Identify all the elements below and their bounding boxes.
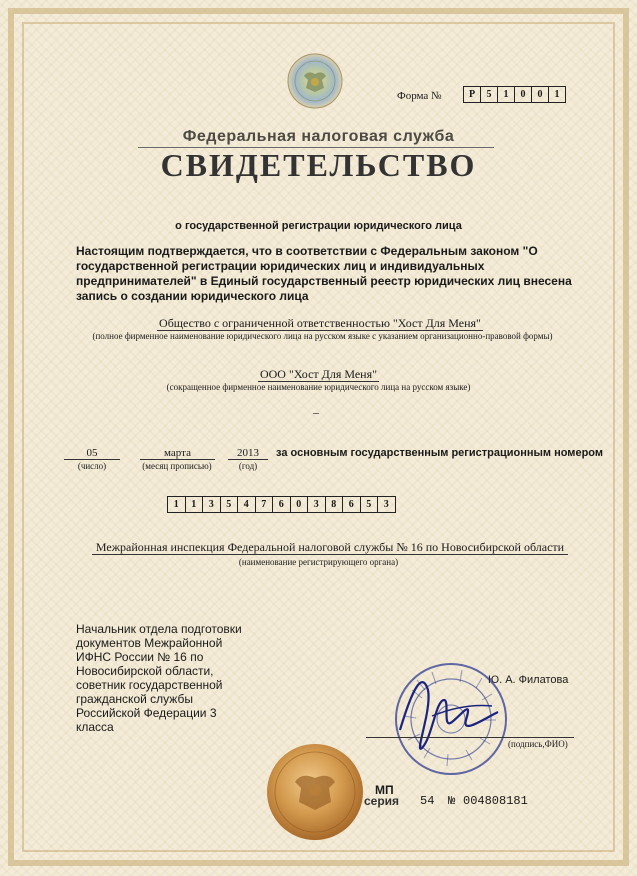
authority-caption: (наименование регистрирующего органа)	[238, 557, 399, 567]
signature-line	[366, 737, 574, 738]
ogrn-digit: 5	[361, 497, 379, 512]
ogrn-digit: 6	[343, 497, 361, 512]
ogrn-digit: 4	[238, 497, 256, 512]
form-number-cell: Р	[464, 87, 481, 102]
registering-authority: Межрайонная инспекция Федеральной налоговой службы № 16 по Новосибирской области	[92, 540, 568, 555]
form-number-cell: 0	[515, 87, 532, 102]
hologram-emblem-icon	[286, 52, 344, 110]
full-name-line	[60, 316, 580, 331]
ogrn-digit: 3	[203, 497, 221, 512]
short-name-caption: (сокращенное фирменное наименование юридического лица на русском языке)	[166, 382, 471, 392]
short-name-line	[0, 367, 637, 382]
signature-caption: (подпись,ФИО)	[508, 739, 568, 749]
ogrn-digit: 7	[256, 497, 274, 512]
company-short-name: ООО "Хост Для Меня"	[259, 367, 378, 381]
statement-text: Настоящим подтверждается, что в соответствии с Федеральным законом "О государственной регистрации юридических лиц и индивидуальных предпринимателей" в Единый государственный реестр юридических лиц внесена запись о создании юридического лица	[76, 244, 572, 303]
ogrn-digit: 1	[186, 497, 204, 512]
ogrn-digit: 3	[308, 497, 326, 512]
form-number-box	[463, 86, 566, 103]
blank-serial-number: 004808181	[463, 794, 528, 808]
year-caption: (год)	[238, 461, 258, 471]
signatory-position: Начальник отдела подготовки документов Межрайонной ИФНС России № 16 по Новосибирской области, советник государственной гражданской службы Российской Федерации 3 класса	[76, 622, 242, 734]
form-number-cell: 5	[481, 87, 498, 102]
ogrn-digit: 1	[168, 497, 186, 512]
ogrn-digit: 0	[291, 497, 309, 512]
registration-month: марта	[140, 447, 215, 460]
series-label: серия	[364, 794, 400, 808]
stamp-place-label: МП	[375, 783, 394, 797]
agency-name: Федеральная налоговая служба	[182, 128, 455, 145]
form-number-label: Форма №	[397, 90, 442, 102]
empty-field-dash: –	[313, 405, 319, 419]
document-title: СВИДЕТЕЛЬСТВО	[160, 147, 477, 183]
ogrn-digit: 8	[326, 497, 344, 512]
ogrn-digit: 6	[273, 497, 291, 512]
document-subtitle: о государственной регистрации юридического лица	[175, 220, 462, 232]
day-caption: (число)	[77, 461, 107, 471]
series-value: 54	[420, 794, 435, 808]
ogrn-number-box	[167, 496, 396, 513]
ogrn-intro-text: за основным государственным регистрационным номером	[276, 447, 603, 459]
registration-day: 05	[64, 447, 120, 460]
registration-year: 2013	[228, 447, 268, 460]
signatory-name: Ю. А. Филатова	[488, 674, 569, 686]
form-number-cell: 0	[532, 87, 549, 102]
authority-line	[60, 540, 600, 555]
gold-seal-icon	[265, 742, 365, 842]
form-number-cell: 1	[498, 87, 515, 102]
blue-stamp-icon	[392, 660, 510, 778]
company-full-name: Общество с ограниченной ответственностью "Хост Для Меня"	[159, 316, 481, 330]
ogrn-digit: 5	[221, 497, 239, 512]
form-number-cell: 1	[554, 89, 560, 100]
ogrn-digit: 3	[383, 499, 389, 510]
month-caption: (месяц прописью)	[142, 461, 212, 471]
full-name-caption: (полное фирменное наименование юридического лица на русском языке с указанием организационно-правовой формы)	[92, 331, 553, 341]
number-sign: №	[448, 794, 456, 808]
